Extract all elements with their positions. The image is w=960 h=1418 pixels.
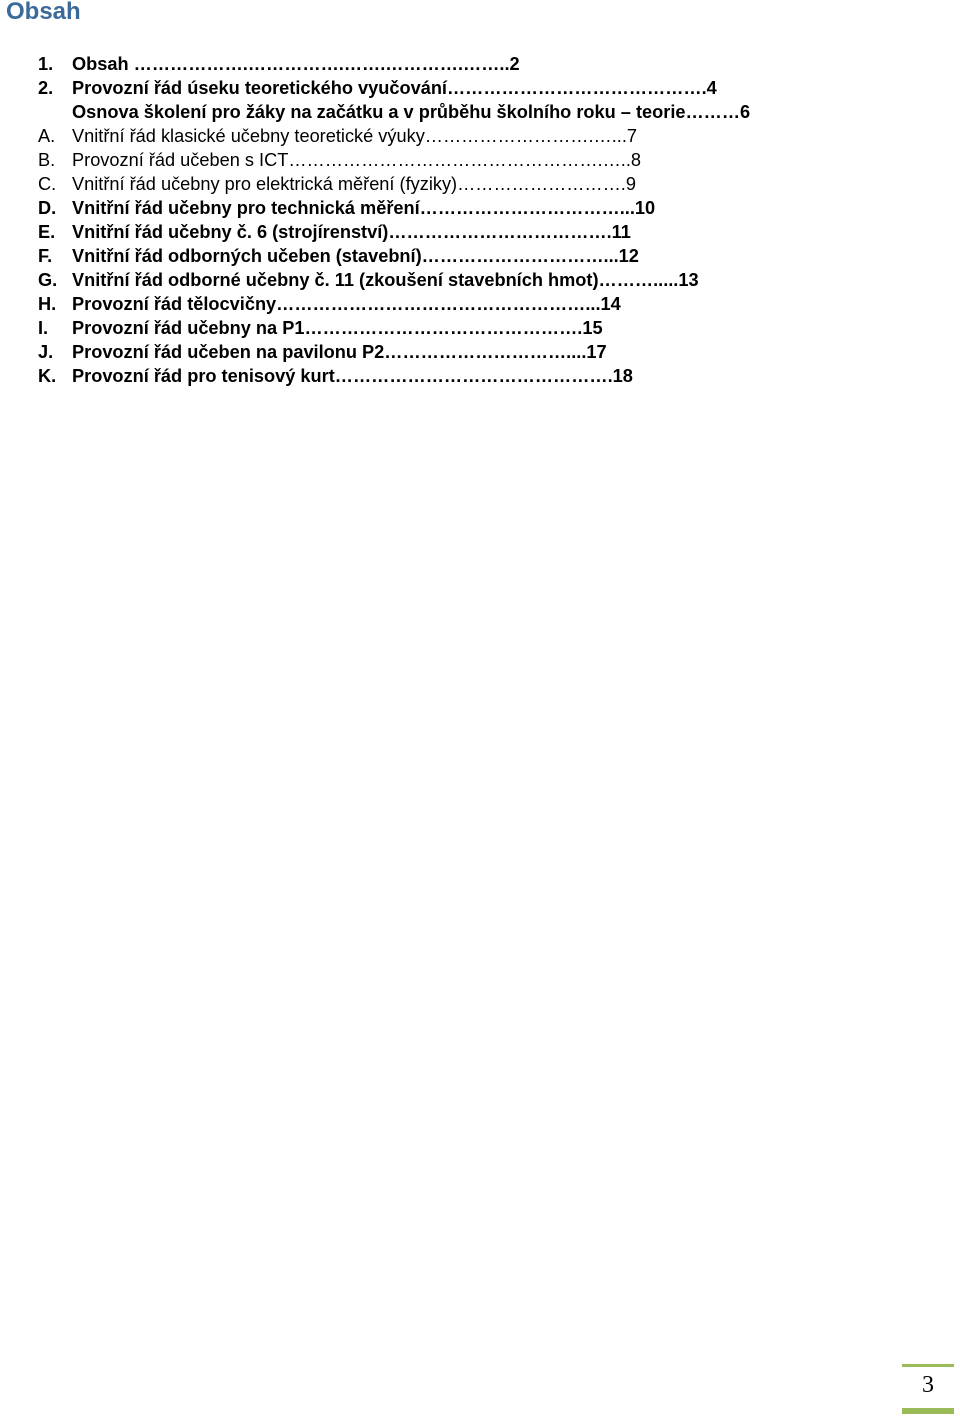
- toc-entry[interactable]: [38, 244, 868, 268]
- page-footer: [902, 1364, 954, 1414]
- toc-entry[interactable]: [38, 220, 868, 244]
- toc-entry-text: Vnitřní řád odborné učebny č. 11 (zkoušení stavebních hmot)……….....13: [72, 270, 699, 290]
- toc-entry[interactable]: [38, 268, 868, 292]
- toc-entry-label: D.: [38, 198, 57, 218]
- toc-entry-label: E.: [38, 222, 56, 242]
- toc-entry-text: Provozní řád učeben s ICT…………………………………………….…..8: [72, 150, 641, 170]
- toc-entry[interactable]: [38, 196, 868, 220]
- page-title: Obsah: [6, 0, 81, 25]
- toc-entry-label: F.: [38, 246, 53, 266]
- toc-entry[interactable]: [38, 124, 868, 148]
- toc-entry-label: A.: [38, 126, 56, 146]
- toc-entry-label: 2.: [38, 78, 54, 98]
- toc-entry[interactable]: [38, 172, 868, 196]
- toc-entry-text: Vnitřní řád učebny pro technická měření……………………………...10: [72, 198, 656, 218]
- footer-rule-bottom: [902, 1408, 954, 1414]
- table-of-contents: [38, 52, 868, 388]
- toc-entry[interactable]: [38, 148, 868, 172]
- toc-entry-label: H.: [38, 294, 57, 314]
- toc-entry-label: B.: [38, 150, 56, 170]
- toc-entry-text: Provozní řád pro tenisový kurt……………………………………….18: [72, 366, 633, 386]
- toc-entry[interactable]: [38, 292, 868, 316]
- toc-entry-text: Obsah ……………….…………….…….………….……..2: [72, 54, 520, 74]
- toc-entry-label: I.: [38, 318, 49, 338]
- toc-entry-label: J.: [38, 342, 54, 362]
- toc-entry-text: Vnitřní řád odborných učeben (stavební)…………………………...12: [72, 246, 639, 266]
- toc-entry-label: K.: [38, 366, 57, 386]
- toc-entry[interactable]: [38, 100, 868, 124]
- toc-entry-label: 1.: [38, 54, 54, 74]
- toc-entry[interactable]: [38, 316, 868, 340]
- toc-entry-text: Provozní řád učebny na P1……………………………………….15: [72, 318, 603, 338]
- toc-entry-text: Vnitřní řád učebny pro elektrická měření (fyziky)……………………….9: [72, 174, 636, 194]
- toc-entry-text: Provozní řád tělocvičny……………………………………………...14: [72, 294, 621, 314]
- toc-entry-label: C.: [38, 174, 57, 194]
- page-number: 3: [922, 1372, 934, 1398]
- footer-rule-top: [902, 1364, 954, 1367]
- toc-entry[interactable]: [38, 52, 868, 76]
- toc-entry-text: Provozní řád učeben na pavilonu P2…………………………....17: [72, 342, 607, 362]
- toc-entry-text: Provozní řád úseku teoretického vyučování…………………………………….4: [72, 78, 717, 98]
- toc-entry[interactable]: [38, 364, 868, 388]
- toc-entry-text: Osnova školení pro žáky na začátku a v průběhu školního roku – teorie………6: [72, 102, 751, 122]
- toc-entry-text: Vnitřní řád klasické učebny teoretické výuky……………………….…...7: [72, 126, 637, 146]
- toc-entry[interactable]: [38, 340, 868, 364]
- toc-entry-label: G.: [38, 270, 58, 290]
- toc-entry-text: Vnitřní řád učebny č. 6 (strojírenství)……………………………….11: [72, 222, 631, 242]
- toc-entry[interactable]: [38, 76, 868, 100]
